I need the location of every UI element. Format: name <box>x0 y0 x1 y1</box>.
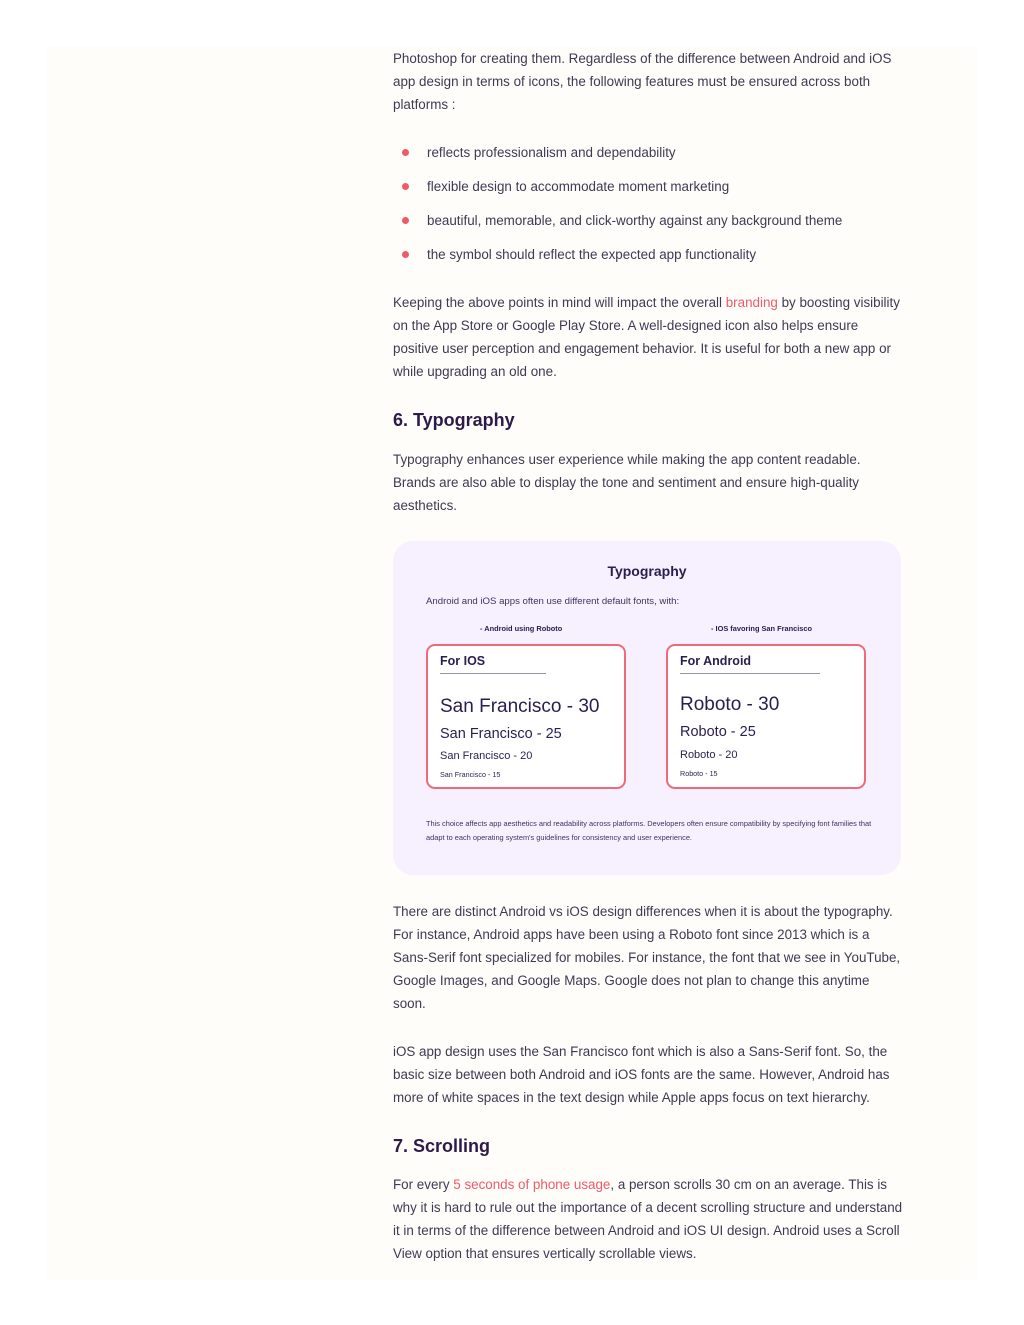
android-subtitle: - Android using Roboto <box>480 624 563 633</box>
infographic-footer: This choice affects app aesthetics and readability across platforms. Developers often ensure compatibility by specifying font families that adapt to each operating system's guidelines for consistency and user experience. <box>426 819 872 842</box>
list-item: the symbol should reflect the expected app functionality <box>393 243 905 277</box>
android-size-20: Roboto - 20 <box>680 749 738 761</box>
ios-size-25: San Francisco - 25 <box>440 726 562 742</box>
list-item: reflects professionalism and dependability <box>393 141 905 175</box>
branding-text-before: Keeping the above points in mind will impact the overall <box>393 295 726 310</box>
ios-size-30: San Francisco - 30 <box>440 696 600 717</box>
ios-box-heading: For IOS <box>440 654 486 668</box>
section-heading-typography: 6. Typography <box>393 410 515 430</box>
phone-usage-link[interactable]: 5 seconds of phone usage <box>453 1177 611 1192</box>
android-font-box <box>666 644 866 789</box>
section-heading-scrolling: 7. Scrolling <box>393 1136 491 1156</box>
typography-paragraph-3: iOS app design uses the San Francisco font which is also a Sans-Serif font. So, the basic size between both Android and iOS fonts are the same. However, Android has more of white spaces in the text design while Apple apps focus on text hierarchy. <box>393 1044 890 1105</box>
android-size-15: Roboto - 15 <box>680 769 718 778</box>
ios-font-box <box>426 644 626 789</box>
typography-infographic <box>393 541 901 875</box>
branding-paragraph <box>393 291 905 383</box>
scrolling-text-before: For every <box>393 1177 454 1192</box>
divider <box>440 673 546 674</box>
android-size-30: Roboto - 30 <box>680 694 780 715</box>
typography-paragraph: Typography enhances user experience while making the app content readable. Brands are also able to display the tone and sentiment and ensure high-quality aesthetics. <box>393 452 861 513</box>
ios-subtitle: - IOS favoring San Francisco <box>711 624 813 633</box>
infographic-title: Typography <box>607 563 687 579</box>
scrolling-text-after: , a person scrolls 30 cm on an average. This is why it is hard to rule out the importance of a decent scrolling structure and understand it in terms of the difference between Android and iOS UI design. Android uses a Scroll View option that ensures vertically scrollable views. <box>393 1177 903 1261</box>
infographic-intro: Android and iOS apps often use different default fonts, with: <box>426 596 680 607</box>
list-item: beautiful, memorable, and click-worthy against any background theme <box>393 209 905 243</box>
intro-paragraph: Photoshop for creating them. Regardless of the difference between Android and iOS app design in terms of icons, the following features must be ensured across both platforms : <box>393 51 892 112</box>
android-box-heading: For Android <box>680 654 752 668</box>
branding-link[interactable]: branding <box>725 295 778 310</box>
list-item: flexible design to accommodate moment marketing <box>393 175 905 209</box>
feature-list <box>393 141 905 277</box>
branding-text-after: by boosting visibility on the App Store or Google Play Store. A well-designed icon also helps ensure positive user perception and engagement behavior. It is useful for both a new app or while upgrading an old one. <box>393 295 900 379</box>
divider <box>680 673 820 674</box>
android-size-25: Roboto - 25 <box>680 724 756 740</box>
ios-size-15: San Francisco - 15 <box>440 770 501 779</box>
ios-size-20: San Francisco - 20 <box>440 750 533 762</box>
typography-paragraph-2: There are distinct Android vs iOS design differences when it is about the typography. For instance, Android apps have been using a Roboto font since 2013 which is a Sans-Serif font specialized for mobiles. For instance, the font that we see in YouTube, Google Images, and Google Maps. Google does not plan to change this anytime soon. <box>393 904 901 1011</box>
scrolling-paragraph <box>393 1173 905 1265</box>
